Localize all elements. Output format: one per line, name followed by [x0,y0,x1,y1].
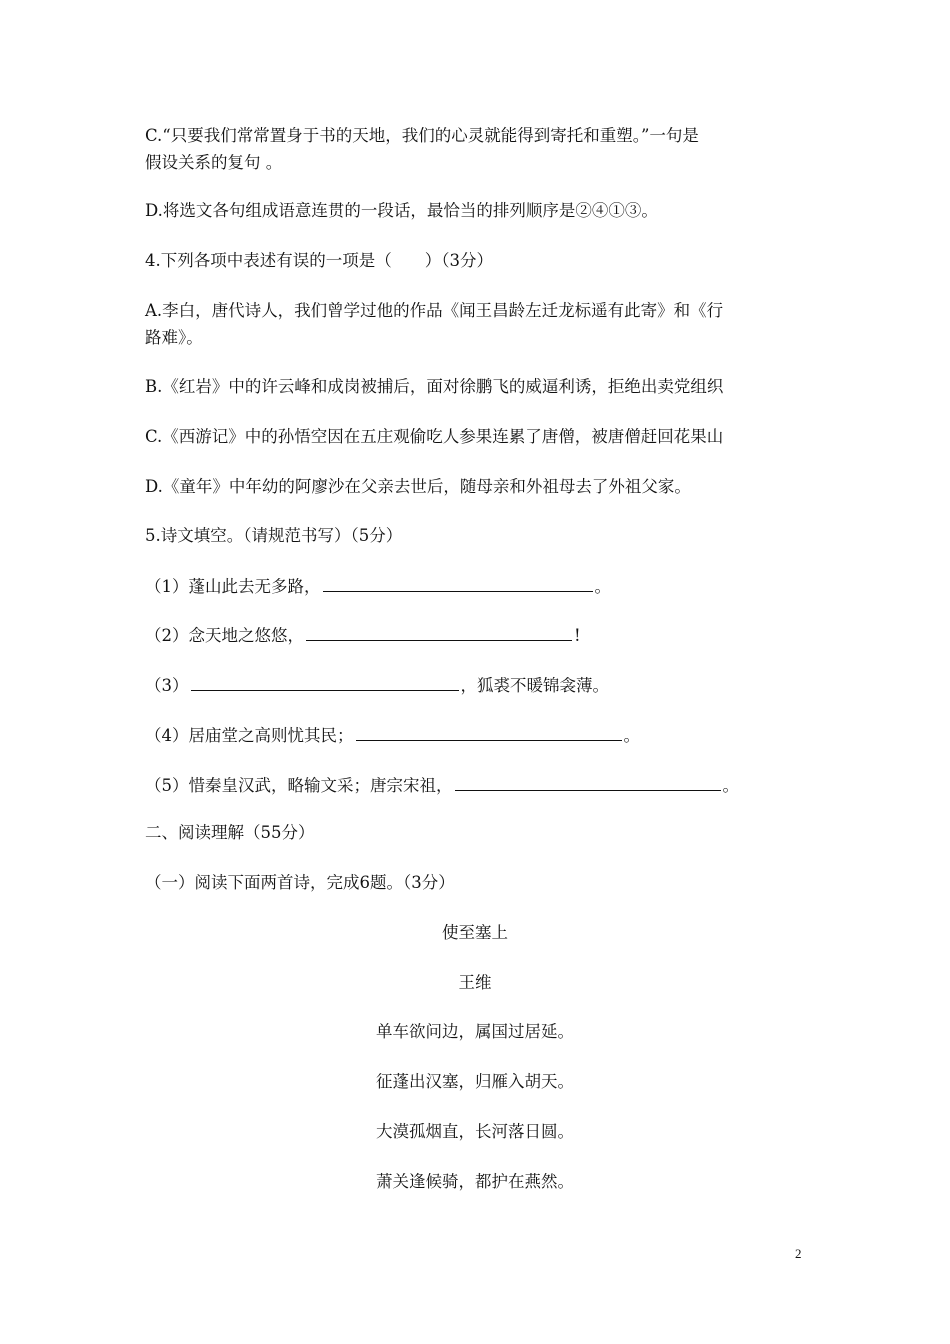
q5-item-1 [145,573,810,600]
poem-author: 王维 [458,973,492,992]
q5-item-3-text-after: ，狐裘不暖锦衾薄。 [460,676,609,695]
q4-option-c: C.《西游记》中的孙悟空因在五庄观偷吃人参果连累了唐僧，被唐僧赶回花果山 [145,427,724,446]
q5-item-4-text-before: （4）居庙堂之高则忧其民； [145,726,354,745]
q5-item-4-answer-blank[interactable] [356,722,622,741]
q5-item-4 [145,722,810,749]
q5-item-3 [145,672,810,699]
poem-line-1: 单车欲问边，属国过居延。 [376,1022,574,1041]
q3-option-c-line1: C.“只要我们常常置身于书的天地，我们的心灵就能得到寄托和重塑。”一句是 [145,126,699,145]
q4-option-a-line2: 路难》。 [145,328,203,347]
q3-option-c-line2: 假设关系的复句 。 [145,153,283,172]
poem-line-4: 萧关逢候骑，都护在燕然。 [376,1172,574,1191]
q5-stem: 5.诗文填空。（请规范书写）（5分） [145,526,403,545]
q5-item-1-text-after: 。 [594,577,611,596]
q4-stem: 4.下列各项中表述有误的一项是（ ）（3分） [145,251,493,270]
poem-title: 使至塞上 [442,923,508,942]
section-2-part-1-instruction: （一）阅读下面两首诗，完成6题。（3分） [145,873,455,892]
q5-item-2-text-after: ! [574,626,581,645]
q5-item-5 [145,772,810,799]
q4-option-d: D.《童年》中年幼的阿廖沙在父亲去世后，随母亲和外祖母去了外祖父家。 [145,477,691,496]
q5-item-1-answer-blank[interactable] [323,573,593,592]
page-number: 2 [795,1246,802,1261]
q5-item-2 [145,622,810,649]
q5-item-3-text-before: （3） [145,676,189,695]
q5-item-4-text-after: 。 [623,726,640,745]
poem-line-2: 征蓬出汉塞，归雁入胡天。 [376,1072,574,1091]
poem-line-3: 大漠孤烟直，长河落日圆。 [376,1122,574,1141]
q4-option-a-line1: A.李白，唐代诗人，我们曾学过他的作品《闻王昌龄左迁龙标遥有此寄》和《行 [145,301,724,320]
q5-item-5-text-after: 。 [722,776,739,795]
q5-item-5-answer-blank[interactable] [455,772,721,791]
q5-item-2-answer-blank[interactable] [306,622,572,641]
section-2-heading: 二、阅读理解（55分） [145,823,315,842]
q5-item-2-text-before: （2）念天地之悠悠， [145,626,304,645]
q4-option-b: B.《红岩》中的许云峰和成岗被捕后，面对徐鹏飞的威逼利诱，拒绝出卖党组织 [145,377,724,396]
q5-item-1-text-before: （1）蓬山此去无多路， [145,577,321,596]
q3-option-d: D.将选文各句组成语意连贯的一段话，最恰当的排列顺序是②④①③。 [145,201,658,220]
q5-item-5-text-before: （5）惜秦皇汉武，略输文采；唐宗宋祖， [145,776,453,795]
q5-item-3-answer-blank[interactable] [191,672,459,691]
